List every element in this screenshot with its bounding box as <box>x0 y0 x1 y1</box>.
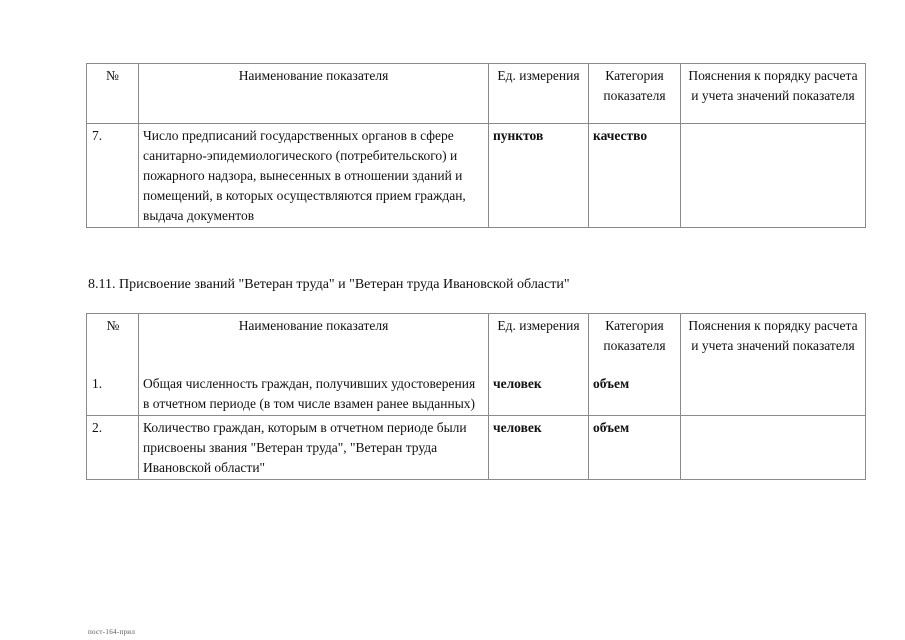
header-category: Категория показателя <box>589 64 681 124</box>
header-unit: Ед. измерения <box>497 318 580 333</box>
indicators-table-1 <box>86 63 866 228</box>
header-cell-unit <box>489 314 589 416</box>
header-name: Наименование показателя <box>139 64 489 124</box>
row-explanation <box>681 124 866 228</box>
header-num: № <box>106 318 120 333</box>
header-name: Наименование показателя <box>238 318 389 333</box>
footer-code: пост-164-прил <box>88 628 136 636</box>
row-num: 1. <box>92 376 103 391</box>
row-unit: человек <box>489 416 589 480</box>
row-num: 7. <box>87 124 139 228</box>
row-category: объем <box>589 416 681 480</box>
row-name: Количество граждан, которым в отчетном периоде были присвоены звания "Ветеран труда", "Ветеран труда Ивановской области" <box>139 416 489 480</box>
header-category: Категория показателя <box>603 318 666 353</box>
header-cell-name <box>139 314 489 416</box>
table-row <box>87 416 866 480</box>
section-title: 8.11. Присвоение званий "Ветеран труда" и "Ветеран труда Ивановской области" <box>88 277 570 292</box>
header-unit: Ед. измерения <box>489 64 589 124</box>
header-num: № <box>87 64 139 124</box>
row-explanation <box>681 416 866 480</box>
table-header-and-first-row <box>87 314 866 416</box>
row-name: Число предписаний государственных органов в сфере санитарно-эпидемиологического (потребительского) и пожарного надзора, вынесенных в отношении зданий и помещений, в которых осуществляются прием граждан, выдача документов <box>139 124 489 228</box>
table-row <box>87 124 866 228</box>
table-header-row <box>87 64 866 124</box>
row-name: Общая численность граждан, получивших удостоверения в отчетном периоде (в том числе взамен ранее выданных) <box>143 376 476 411</box>
row-num: 2. <box>87 416 139 480</box>
row-category: качество <box>589 124 681 228</box>
row-unit: пунктов <box>489 124 589 228</box>
header-cell-explanation <box>681 314 866 416</box>
row-unit: человек <box>493 376 542 391</box>
header-cell-num <box>87 314 139 416</box>
indicators-table-2 <box>86 313 866 480</box>
header-explanation: Пояснения к порядку расчета и учета значений показателя <box>688 318 858 353</box>
header-cell-category <box>589 314 681 416</box>
row-category: объем <box>593 376 630 391</box>
header-explanation: Пояснения к порядку расчета и учета значений показателя <box>681 64 866 124</box>
